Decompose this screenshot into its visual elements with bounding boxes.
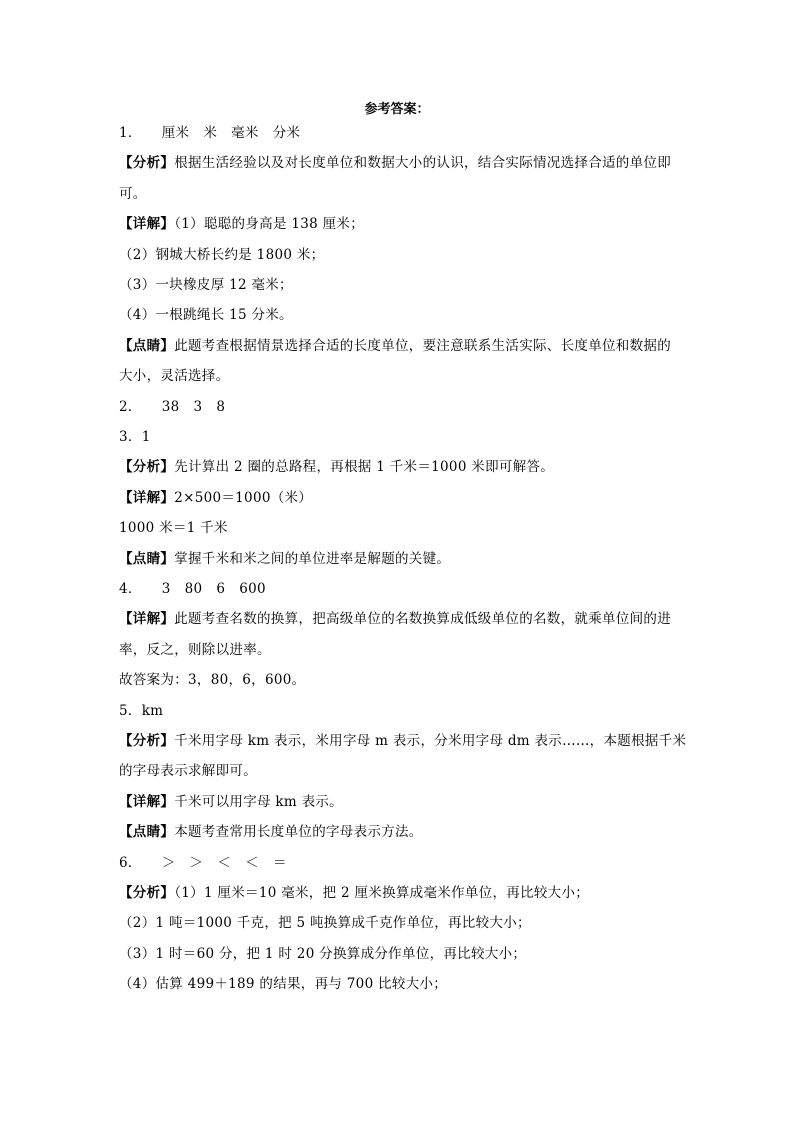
line-text: 千米用字母 km 表示，米用字母 m 表示，分米用字母 dm 表示……，本题根据千米 [174, 733, 687, 749]
section-tag: 【详解】 [119, 793, 175, 810]
answer-line [119, 457, 554, 477]
answer-line [119, 853, 287, 873]
line-text: 2×500＝1000（米） [174, 489, 313, 506]
line-text: 本题考查常用长度单位的字母表示方法。 [174, 824, 423, 841]
line-text: 根据生活经验以及对长度单位和数据大小的认识，结合实际情况选择合适的单位即 [174, 155, 672, 172]
line-text: 可。 [119, 185, 147, 202]
answer-value: 3 [193, 398, 203, 415]
section-tag: 【分析】 [119, 155, 175, 172]
answer-line [119, 427, 151, 447]
line-text: （2）1 吨＝1000 千克，把 5 吨换算成千克作单位，再比较大小； [119, 915, 531, 932]
question-number: 6． [119, 854, 142, 871]
section-tag: 【点睛】 [119, 337, 175, 354]
line-text: （4）估算 499＋189 的结果，再与 700 比较大小； [119, 976, 448, 993]
section-tag: 【分析】 [119, 459, 175, 476]
answer-line [119, 518, 228, 538]
line-text: 此题考查名数的换算，把高级单位的名数换算成低级单位的名数，就乘单位间的进 [174, 611, 672, 628]
question-number: 4． [119, 581, 142, 597]
answer-line [119, 366, 229, 386]
answer-line [119, 913, 531, 933]
line-text: 3．1 [119, 429, 151, 445]
answer-value: ＞ [161, 854, 176, 871]
section-tag: 【分析】 [119, 733, 175, 749]
answer-line [119, 609, 671, 629]
answer-line [119, 245, 324, 265]
answer-value: ＜ [217, 854, 232, 871]
line-text: 先计算出 2 圈的总路程，再根据 1 千米＝1000 米即可解答。 [174, 459, 555, 476]
line-text: 的字母表示求解即可。 [119, 763, 257, 780]
answer-value: 8 [216, 398, 226, 415]
answer-line [119, 974, 447, 994]
answer-value: 38 [161, 398, 180, 415]
line-text: （1）1 厘米＝10 毫米，把 2 厘米换算成毫米作单位，再比较大小； [174, 885, 590, 901]
answer-line [119, 640, 271, 660]
section-tag: 【详解】 [119, 489, 175, 506]
answer-line [119, 214, 364, 234]
answer-line [119, 488, 312, 508]
section-tag: 【点睛】 [119, 550, 175, 567]
answer-value: 毫米 [231, 125, 259, 141]
answer-value: 厘米 [161, 125, 190, 141]
answer-line [119, 883, 589, 903]
section-tag: 【分析】 [119, 885, 175, 901]
answer-line [119, 549, 450, 569]
answer-line [119, 670, 305, 690]
answer-line [119, 397, 225, 417]
answer-line [119, 123, 300, 143]
answer-line [119, 761, 257, 781]
question-number: 2． [119, 398, 142, 415]
answer-value: ＞ [189, 854, 204, 871]
answer-line [119, 792, 343, 812]
line-text: 掌握千米和米之间的单位进率是解题的关键。 [174, 550, 451, 567]
line-text: 率，反之，则除以进率。 [119, 641, 271, 658]
question-number: 1． [119, 125, 142, 141]
answer-value: ＝ [272, 854, 287, 871]
page-title: 参考答案： [364, 102, 430, 117]
line-text: 5．km [119, 702, 164, 719]
answer-line [119, 153, 671, 173]
answer-line [119, 822, 423, 842]
section-tag: 【详解】 [119, 611, 175, 628]
line-text: 此题考查根据情景选择合适的长度单位，要注意联系生活实际、长度单位和数据的 [174, 337, 672, 354]
answer-value: 3 [161, 581, 171, 597]
line-text: （4）一根跳绳长 15 分米。 [119, 307, 293, 324]
answer-line [119, 305, 293, 325]
answer-line [119, 731, 686, 751]
line-text: 故答案为：3，80，6，600。 [119, 672, 306, 689]
answer-value: 米 [203, 125, 218, 141]
section-tag: 【详解】 [119, 216, 175, 233]
answer-line [119, 579, 266, 599]
line-text: 大小，灵活选择。 [119, 368, 230, 385]
answer-line [119, 701, 163, 721]
answer-line [119, 944, 526, 964]
section-tag: 【点睛】 [119, 824, 175, 841]
line-text: （3）一块橡皮厚 12 毫米； [119, 277, 293, 293]
answer-value: 600 [239, 581, 266, 597]
answer-value: 80 [184, 581, 203, 597]
answer-line [119, 275, 293, 295]
line-text: 1000 米＝1 千米 [119, 520, 228, 537]
line-text: （2）钢城大桥长约是 1800 米； [119, 246, 325, 263]
answer-value: 分米 [272, 125, 301, 141]
answer-line [119, 336, 671, 356]
line-text: （1）聪聪的身高是 138 厘米； [174, 216, 364, 233]
answer-line [119, 184, 147, 204]
line-text: （3）1 时＝60 分，把 1 时 20 分换算成分作单位，再比较大小； [119, 945, 527, 962]
line-text: 千米可以用字母 km 表示。 [174, 793, 343, 810]
answer-value: 6 [216, 581, 226, 597]
answer-value: ＜ [245, 854, 259, 871]
